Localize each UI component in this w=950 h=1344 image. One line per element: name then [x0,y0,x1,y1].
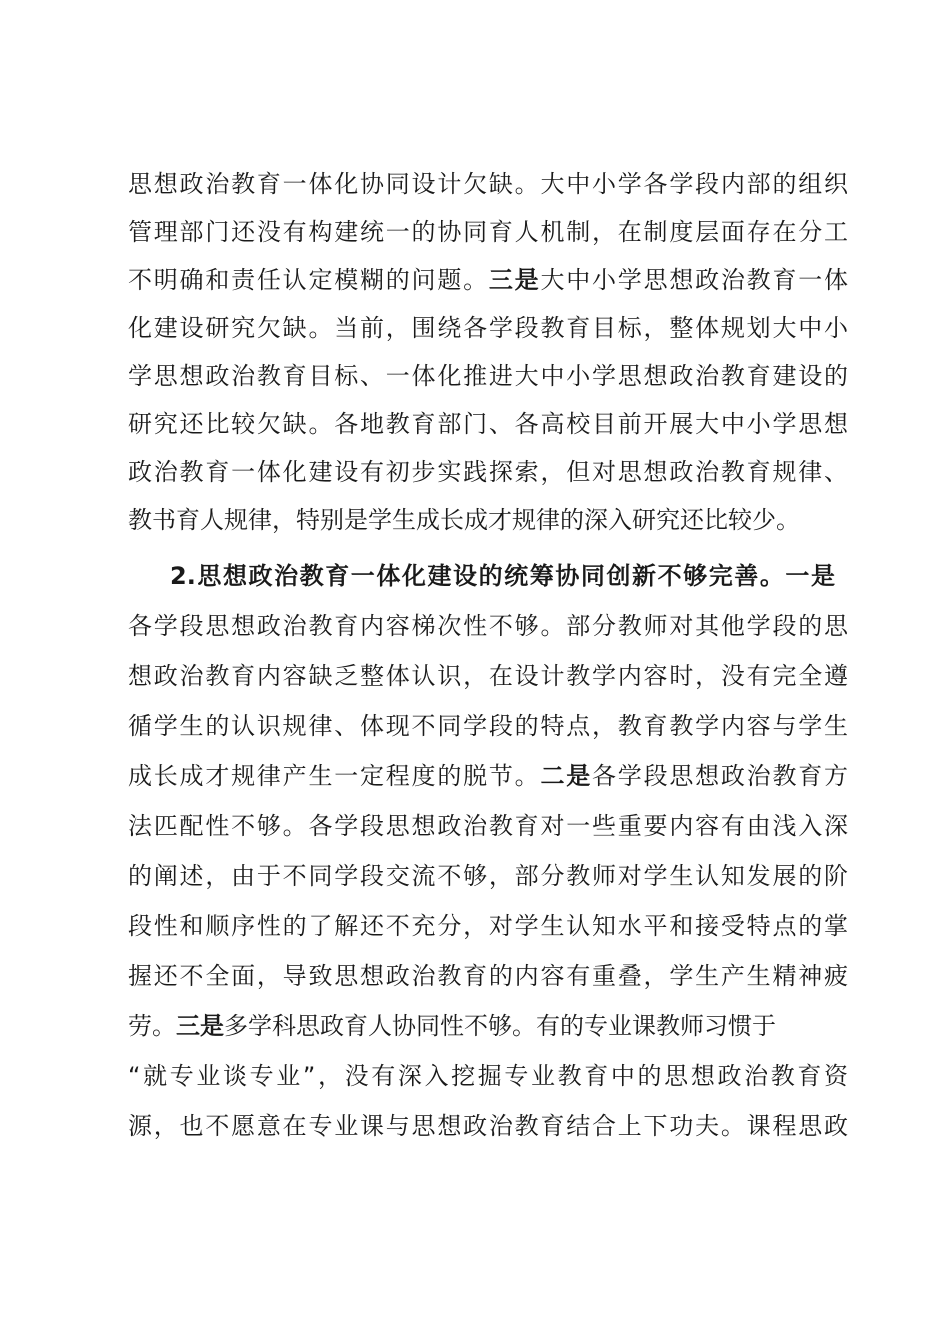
body-text: 大中小学思想政治教育一体 [540,266,849,294]
paragraph2-line [128,852,848,900]
body-text: 握还不全面，导致思想政治教育的内容有重叠，学生产生精神疲 [128,962,848,990]
paragraph1-line [128,160,848,208]
paragraph2-line [128,752,848,800]
body-text: 研究还比较欠缺。各地教育部门、各高校目前开展大中小学思想 [128,410,848,438]
paragraph2-line [128,802,848,850]
body-text: 段性和顺序性的了解还不充分，对学生认知水平和接受特点的掌 [128,912,848,940]
body-text: 教书育人规律，特别是学生成长成才规律的深入研究还比较少。 [128,506,800,534]
body-text: 思想政治教育一体化协同设计欠缺。大中小学各学段内部的组织 [128,170,848,198]
body-text: “就专业谈专业”，没有深入挖掘专业教育中的思想政治教育资 [128,1062,848,1090]
paragraph1-line [128,496,848,544]
paragraph1-line [128,400,848,448]
body-text: 各学段思想政治教育方 [592,762,849,790]
body-text: 化建设研究欠缺。当前，围绕各学段教育目标，整体规划大中小 [128,314,848,342]
paragraph2-line [128,652,848,700]
paragraph2-line [170,552,835,600]
bold-text: 三是 [488,266,541,294]
paragraph2-line [128,602,848,650]
paragraph1-line [128,208,848,256]
body-text: 成长成才规律产生一定程度的脱节。 [128,762,541,790]
paragraph2-line [128,702,848,750]
body-text: 循学生的认识规律、体现不同学段的特点，教育教学内容与学生 [128,712,848,740]
paragraph2-line [128,1102,848,1150]
body-text: 不明确和责任认定模糊的问题。 [128,266,489,294]
paragraph2-line [128,1002,848,1050]
bold-text: 2.思想政治教育一体化建设的统筹协同创新不够完善。一是 [170,562,835,590]
body-text: 劳。 [128,1012,176,1040]
body-text: 各学段思想政治教育内容梯次性不够。部分教师对其他学段的思 [128,612,848,640]
body-text: 想政治教育内容缺乏整体认识，在设计教学内容时，没有完全遵 [128,662,848,690]
paragraph1-line [128,304,848,352]
bold-text: 二是 [540,762,593,790]
body-text: 源，也不愿意在专业课与思想政治教育结合上下功夫。课程思政 [128,1112,848,1140]
paragraph1-line [128,448,848,496]
body-text: 管理部门还没有构建统一的协同育人机制，在制度层面存在分工 [128,218,848,246]
bold-text: 三是 [176,1012,224,1040]
paragraph2-line [128,952,848,1000]
body-text: 多学科思政育人协同性不够。有的专业课教师习惯于 [224,1012,776,1040]
paragraph2-line [128,1052,848,1100]
body-text: 政治教育一体化建设有初步实践探索，但对思想政治教育规律、 [128,458,848,486]
paragraph1-line [128,352,848,400]
body-text: 法匹配性不够。各学段思想政治教育对一些重要内容有由浅入深 [128,812,848,840]
paragraph2-line [128,902,848,950]
body-text: 的阐述，由于不同学段交流不够，部分教师对学生认知发展的阶 [128,862,848,890]
body-text: 学思想政治教育目标、一体化推进大中小学思想政治教育建设的 [128,362,848,390]
paragraph1-line [128,256,848,304]
